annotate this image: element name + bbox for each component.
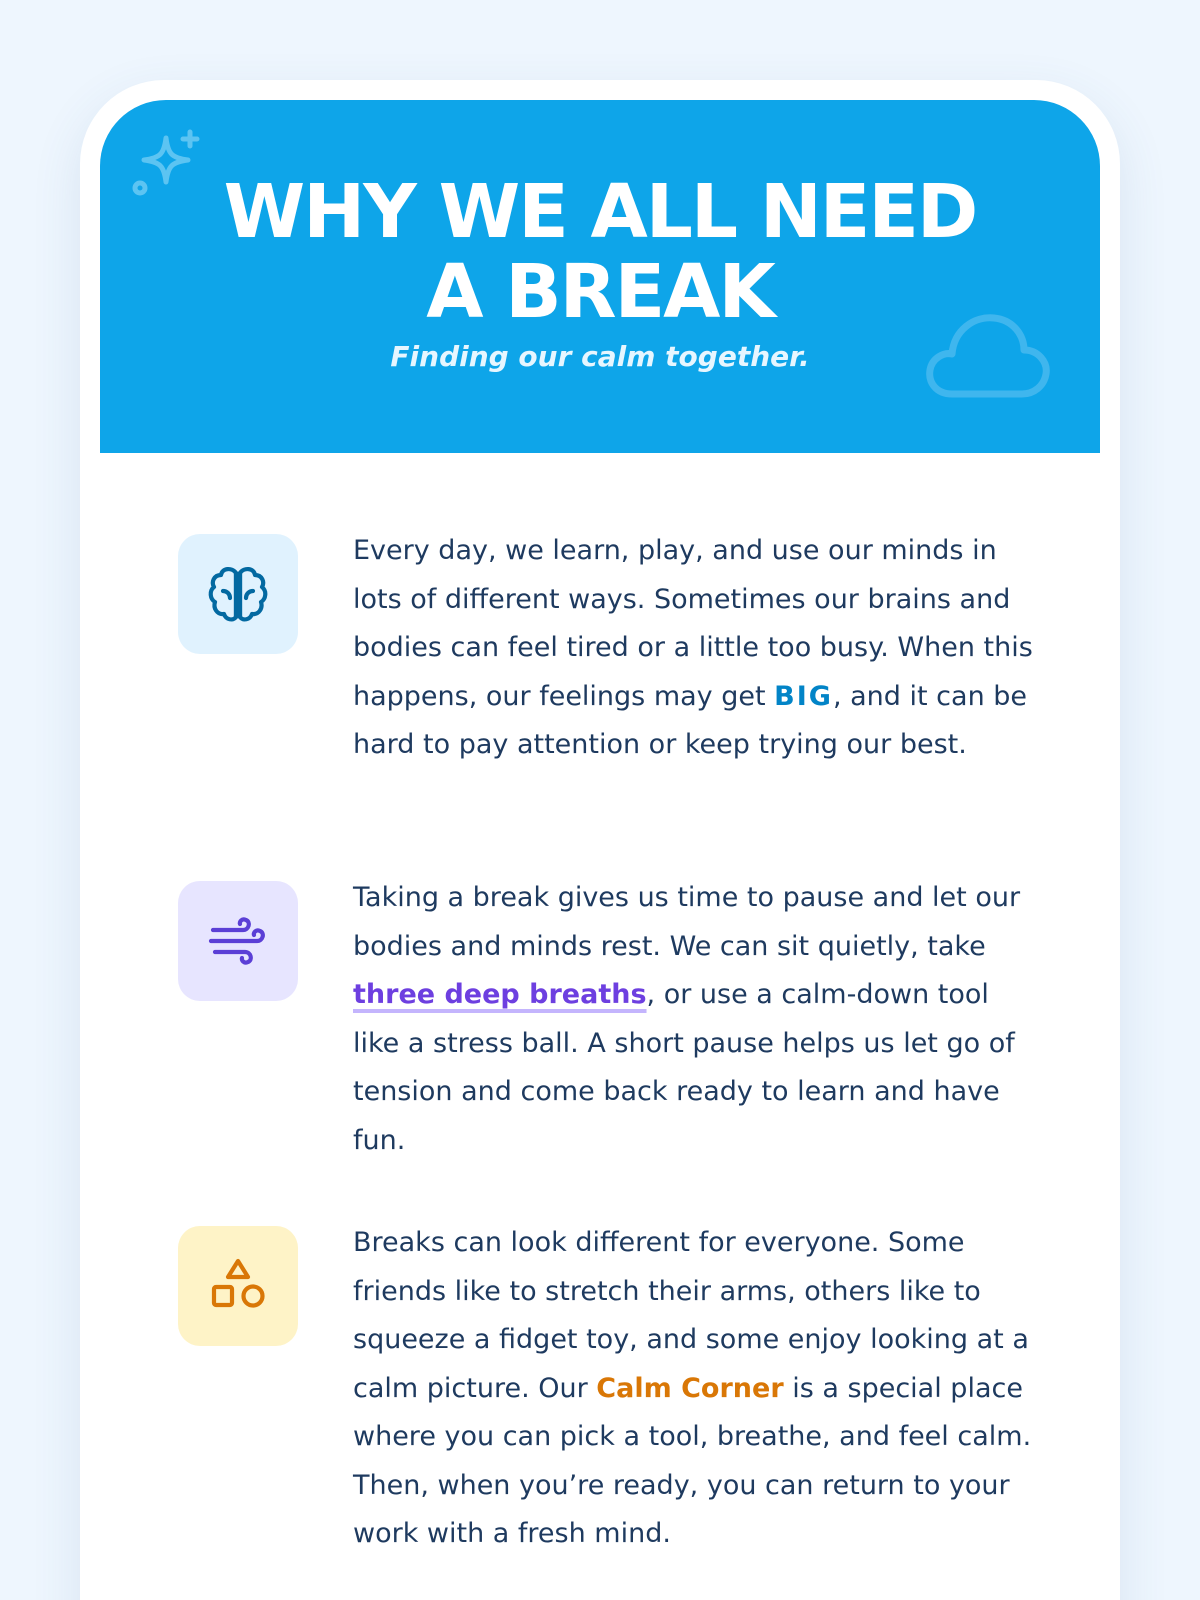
header-banner — [100, 100, 1100, 453]
shapes-icon — [205, 1253, 271, 1319]
section-brain-text-start: Every day, we learn, play, and use our minds in lots of different ways. Sometimes our brains and bodies can feel tired or a little too busy. When this happens, our feelings may get — [353, 535, 1033, 712]
highlight-big: BIG — [774, 680, 833, 712]
section-calm-corner-text — [353, 1226, 1033, 1559]
brain-icon — [205, 561, 271, 627]
section-calm-corner-text-start: Breaks can look different for everyone. Some friends like to stretch their arms, others like to squeeze a fidget toy, and some enjoy looking at a calm picture. Our — [353, 1227, 1029, 1404]
highlight-calm-corner: Calm Corner — [596, 1372, 784, 1404]
content-card — [80, 80, 1120, 1600]
page-subtitle: Finding our calm together. — [390, 340, 810, 373]
section-calm-corner-text-end: is a special place where you can pick a tool, breathe, and feel calm. Then, when you’re ready, you can return to your work with a fresh mind. — [353, 1372, 1032, 1549]
shapes-icon-box — [178, 1226, 298, 1346]
section-breath-text-start: Taking a break gives us time to pause and let our bodies and minds rest. We can sit quietly, take — [353, 882, 1021, 962]
section-brain-text-end: , and it can be hard to pay attention or keep trying our best. — [353, 680, 1028, 760]
wind-icon-box — [178, 881, 298, 1001]
highlight-three-deep-breaths: three deep breaths — [353, 979, 647, 1010]
cloud-icon — [922, 310, 1054, 410]
wind-icon — [205, 908, 271, 974]
section-breath-text-end: , or use a calm-down tool like a stress ball. A short pause helps us let go of tension and come back ready to learn and have fun. — [353, 979, 1015, 1156]
brain-icon-box — [178, 534, 298, 654]
section-brain-text — [353, 534, 1033, 770]
title-line-1: WHY WE ALL NEED — [223, 169, 977, 255]
section-breath-text — [353, 881, 1033, 1165]
title-line-2: A BREAK — [426, 249, 774, 335]
page-title — [100, 169, 1100, 335]
